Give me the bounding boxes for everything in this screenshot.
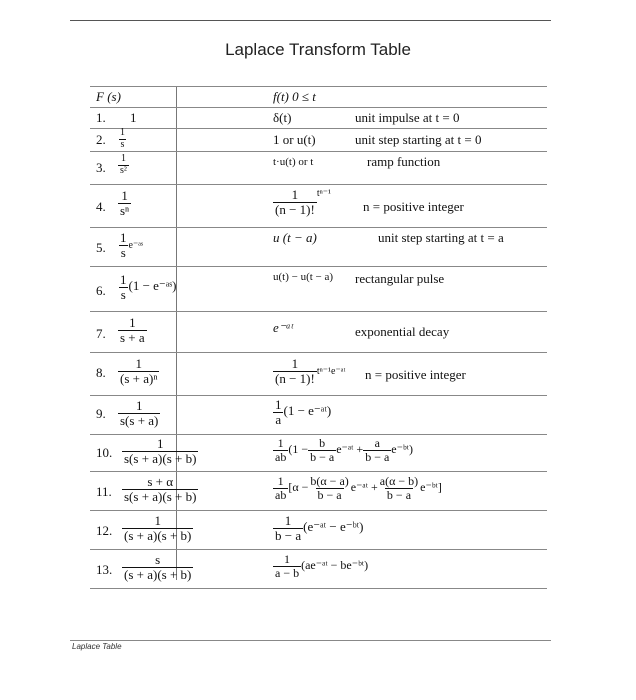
f-expression: e⁻ᵃᵗ: [273, 320, 293, 335]
f-expression: t·u(t) or t: [273, 156, 314, 168]
row-number: 7.: [96, 326, 106, 341]
laplace-table: [90, 86, 547, 589]
table-row: [90, 312, 547, 353]
row-number: 13.: [96, 562, 113, 577]
f-expression: $\frac{1}{ab}$ [α − $\frac{b(\alpha - a)}{b - a}$ e⁻ᵃᵗ + $\frac{a(\alpha - b)}{b - a}$ e⁻ᵇᵗ]: [275, 474, 442, 502]
row-number: 12.: [96, 523, 113, 538]
row-number: 9.: [96, 406, 106, 421]
table-row: [90, 550, 547, 589]
F-expression: $\frac{1}{s}$ e⁻ᵃˢ: [120, 230, 144, 260]
row-note: exponential decay: [355, 324, 450, 339]
row-number: 4.: [96, 199, 106, 214]
f-expression: $\frac{1}{(n - 1)!}$ $^{t^{n-1}}$: [275, 187, 332, 217]
table-row: [90, 396, 547, 435]
F-expression: $\frac{1}{s}$: [120, 127, 125, 150]
row-number: 8.: [96, 365, 106, 380]
page-title: Laplace Transform Table: [225, 40, 411, 59]
table-row: [90, 108, 547, 129]
row-note: unit step starting at t = 0: [355, 132, 482, 147]
F-expression: $\frac{1}{s + a}$: [120, 315, 145, 345]
bottom-rule: [70, 640, 551, 641]
row-note: ramp function: [367, 154, 441, 169]
header-F: F (s): [96, 89, 121, 104]
F-expression: $\frac{1}{\text{s²}}$: [120, 153, 127, 176]
F-expression: $\frac{1}{(s + a)(s + b)}$: [124, 513, 192, 543]
F-expression: $\frac{s}{(s + a)(s + b)}$: [124, 552, 192, 582]
table-row: [90, 435, 547, 472]
row-number: 3.: [96, 160, 106, 175]
table-row: [90, 129, 547, 152]
table-row: [90, 472, 547, 511]
F-expression: $\frac{1}{\text{sⁿ}}$: [120, 188, 130, 218]
f-expression: δ(t): [273, 110, 292, 125]
F-expression: $\frac{1}{s(s + a)(s + b)}$: [124, 436, 197, 466]
f-expression: $\frac{1}{b - a}$ (e⁻ᵃᵗ − e⁻ᵇᵗ): [275, 513, 364, 543]
page-footer: Laplace Table: [72, 642, 122, 651]
f-expression: u (t − a): [273, 230, 317, 245]
table-row: [90, 152, 547, 185]
f-expression: $\frac{1}{(n - 1)!}$ tⁿ⁻¹e⁻ᵃᵗ: [275, 356, 346, 386]
top-rule: [70, 20, 551, 21]
f-expression: $\frac{1}{ab}$ (1 − $\frac{b}{b - a}$ e⁻ᵃᵗ + $\frac{a}{b - a}$ e⁻ᵇᵗ): [275, 436, 413, 464]
F-expression: $\frac{1}{s(s + a)}$: [120, 398, 159, 428]
row-number: 5.: [96, 240, 106, 255]
f-expression: $\frac{1}{a}$ (1 − e⁻ᵃᵗ): [275, 397, 332, 427]
table-header: [90, 86, 547, 108]
row-note: unit impulse at t = 0: [355, 110, 460, 125]
header-f: f(t) 0 ≤ t: [273, 89, 316, 104]
row-number: 1.: [96, 110, 106, 125]
table-row: [90, 353, 547, 396]
f-expression: $\frac{1}{a - b}$ (ae⁻ᵃᵗ − be⁻ᵇᵗ): [275, 552, 369, 580]
row-number: 6.: [96, 283, 106, 298]
row-note: unit step starting at t = a: [378, 230, 504, 245]
F-expression: $\frac{1}{s}$ (1 − e⁻ᵃˢ): [120, 272, 177, 302]
row-number: 2.: [96, 132, 106, 147]
row-note: n = positive integer: [363, 199, 464, 214]
f-expression: 1 or u(t): [273, 132, 316, 147]
row-note: n = positive integer: [365, 367, 466, 382]
row-number: 11.: [96, 484, 112, 499]
F-expression: $\frac{s + \alpha}{s(s + a)(s + b)}$: [124, 474, 197, 504]
f-expression: u(t) − u(t − a): [273, 271, 334, 283]
table-row: [90, 511, 547, 550]
F-expression: $\frac{1}{\text{(s + a)ⁿ}}$: [120, 356, 158, 386]
F-expression: 1: [130, 110, 137, 125]
table-row: [90, 267, 547, 312]
table-row: [90, 228, 547, 267]
row-number: 10.: [96, 445, 113, 460]
table-row: [90, 185, 547, 228]
row-note: rectangular pulse: [355, 271, 445, 286]
